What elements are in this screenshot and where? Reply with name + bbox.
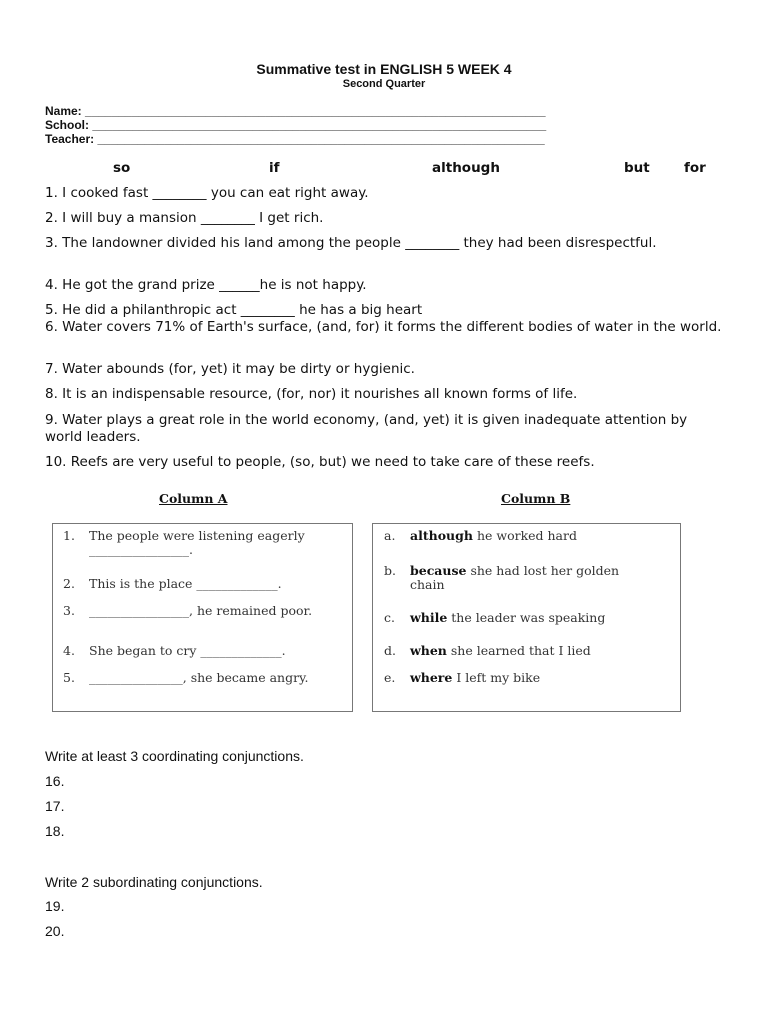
- item-text: [410, 671, 650, 685]
- item-text: She began to cry _____________.: [89, 643, 286, 658]
- item-text: [410, 564, 650, 592]
- item-letter: d.: [384, 643, 396, 658]
- answer-line-17: 17.: [45, 798, 65, 814]
- question-7: 7. Water abounds (for, yet) it may be dirty or hygienic.: [45, 361, 415, 377]
- item-number: 4.: [63, 643, 75, 658]
- word-bank-if: if: [269, 160, 280, 176]
- clause: I left my bike: [452, 670, 541, 685]
- item-text: ________________, he remained poor.: [89, 603, 313, 618]
- word-bank-so: so: [113, 160, 131, 176]
- column-b-heading: Column B: [501, 491, 571, 506]
- question-10: 10. Reefs are very useful to people, (so, but) we need to take care of these reefs.: [45, 454, 595, 470]
- word-bank-for: for: [684, 160, 706, 176]
- conjunction: while: [410, 610, 448, 625]
- word-bank-although: although: [432, 160, 500, 176]
- item-letter: c.: [384, 610, 395, 625]
- conjunction: because: [410, 563, 467, 578]
- answer-line-19: 19.: [45, 898, 65, 914]
- clause: she had lost her golden chain: [410, 563, 620, 592]
- question-5: 5. He did a philanthropic act ________ he has a big heart: [45, 302, 423, 318]
- subordinating-instruction: Write 2 subordinating conjunctions.: [45, 874, 263, 890]
- conjunction: when: [410, 643, 447, 658]
- word-bank-but: but: [624, 160, 650, 176]
- page-title: Summative test in ENGLISH 5 WEEK 4: [256, 61, 512, 77]
- question-6: 6. Water covers 71% of Earth's surface, (and, for) it forms the different bodies of water in the world.: [45, 319, 722, 335]
- question-3: 3. The landowner divided his land among the people ________ they had been disrespectful.: [45, 235, 657, 251]
- item-text: _______________, she became angry.: [89, 670, 309, 685]
- question-8: 8. It is an indispensable resource, (for, nor) it nourishes all known forms of life.: [45, 386, 578, 402]
- clause: the leader was speaking: [447, 610, 606, 625]
- teacher-line: Teacher: ___________________________________________________________________: [45, 132, 545, 146]
- question-9: 9. Water plays a great role in the world economy, (and, yet) it is given inadequate attention by world leaders.: [45, 412, 688, 445]
- item-letter: a.: [384, 528, 396, 543]
- school-line: School: ____________________________________________________________________: [45, 118, 547, 132]
- item-number: 5.: [63, 670, 75, 685]
- coordinating-instruction: Write at least 3 coordinating conjunctions.: [45, 748, 304, 764]
- page-subtitle: Second Quarter: [342, 78, 426, 90]
- item-number: 2.: [63, 576, 75, 591]
- conjunction: where: [410, 670, 453, 685]
- question-1: 1. I cooked fast ________ you can eat right away.: [45, 185, 369, 201]
- item-text: This is the place _____________.: [89, 576, 282, 591]
- item-text: The people were listening eagerly ________________.: [89, 528, 305, 557]
- clause: she learned that I lied: [446, 643, 591, 658]
- answer-line-18: 18.: [45, 823, 65, 839]
- conjunction: although: [410, 528, 473, 543]
- item-text: [410, 529, 650, 543]
- answer-line-20: 20.: [45, 923, 65, 939]
- name-line: Name: _____________________________________________________________________: [45, 104, 546, 118]
- item-text: [410, 611, 650, 625]
- answer-line-16: 16.: [45, 773, 65, 789]
- item-number: 3.: [63, 603, 75, 618]
- clause: he worked hard: [472, 528, 577, 543]
- item-number: 1.: [63, 528, 75, 543]
- item-text: [410, 644, 650, 658]
- question-4: 4. He got the grand prize ______he is not happy.: [45, 277, 367, 293]
- question-2: 2. I will buy a mansion ________ I get rich.: [45, 210, 324, 226]
- column-a-heading: Column A: [159, 491, 228, 506]
- item-letter: b.: [384, 563, 396, 578]
- item-letter: e.: [384, 670, 396, 685]
